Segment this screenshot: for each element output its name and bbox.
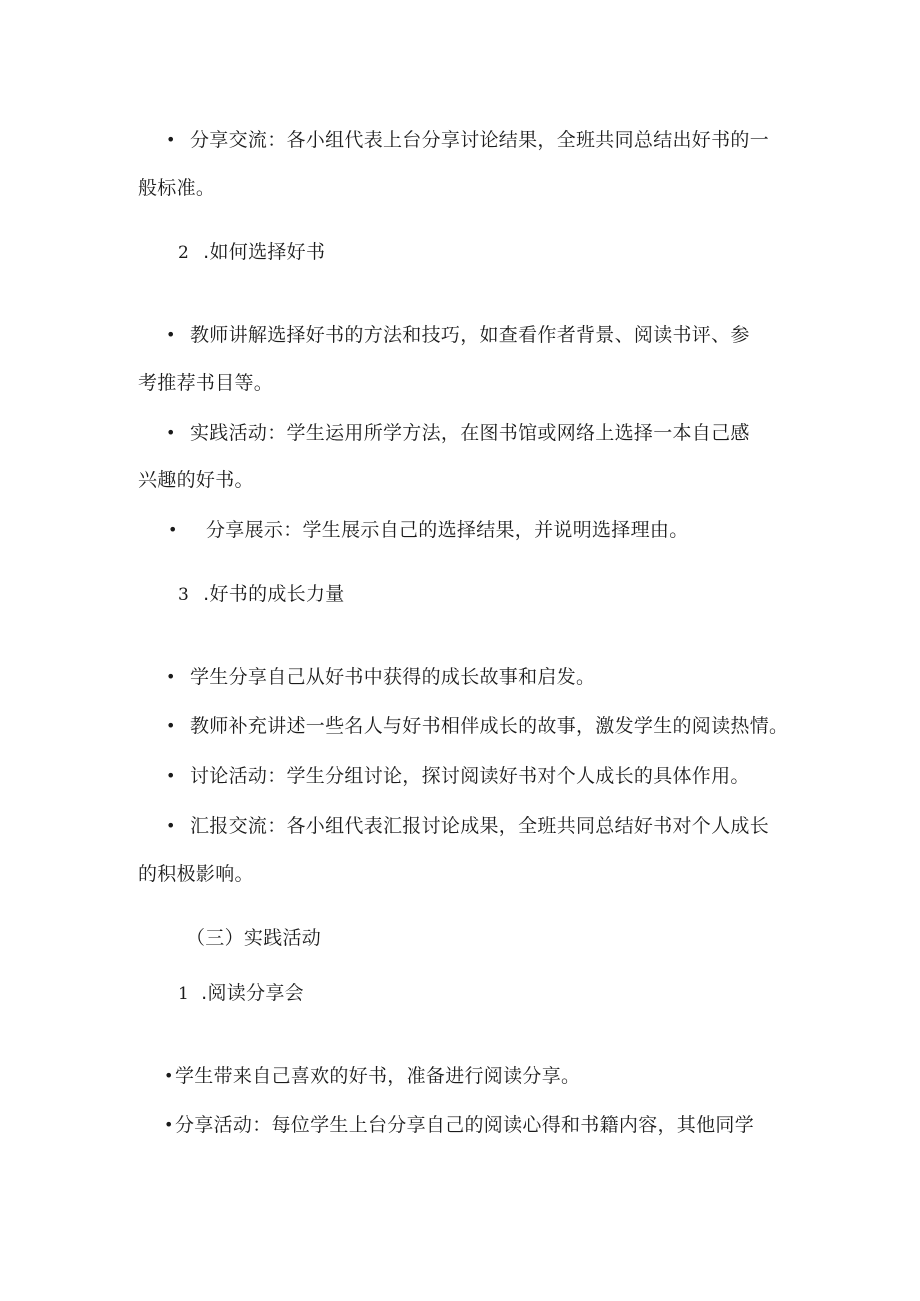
bullet-3-line-1: 实践活动：学生运用所学方法，在图书馆或网络上选择一本自己感 — [190, 422, 750, 444]
bullet-dot: • — [166, 325, 176, 344]
heading-3-title: .好书的成长力量 — [203, 583, 345, 605]
bullet-8-line-1: 汇报交流：各小组代表汇报讨论成果，全班共同总结好书对个人成长 — [190, 815, 770, 837]
heading-2-number: 2 — [178, 243, 190, 263]
bullet-1-line-2: 般标准。 — [138, 177, 216, 199]
bullet-10-line-1: 分享活动：每位学生上台分享自己的阅读心得和书籍内容，其他同学 — [175, 1114, 755, 1136]
heading-1-number: 1 — [178, 984, 190, 1004]
heading-1-title: .阅读分享会 — [201, 982, 304, 1004]
bullet-7-line-1: 讨论活动：学生分组讨论，探讨阅读好书对个人成长的具体作用。 — [190, 765, 750, 787]
section-heading: （三）实践活动 — [186, 927, 322, 949]
bullet-5-line-1: 学生分享自己从好书中获得的成长故事和启发。 — [190, 666, 596, 688]
bullet-3-line-2: 兴趣的好书。 — [138, 469, 254, 491]
bullet-dot: • — [168, 520, 178, 539]
bullet-4-line-1: 分享展示：学生展示自己的选择结果，并说明选择理由。 — [206, 519, 689, 541]
bullet-1-line-1: 分享交流：各小组代表上台分享讨论结果，全班共同总结出好书的一 — [190, 129, 770, 151]
bullet-2-line-2: 考推荐书目等。 — [138, 372, 274, 394]
bullet-8-line-2: 的积极影响。 — [138, 863, 254, 885]
heading-3 — [178, 580, 345, 609]
bullet-dot: • — [166, 667, 176, 686]
heading-3-number: 3 — [178, 585, 190, 605]
bullet-dot: • — [166, 130, 176, 149]
bullet-9-line-1: 学生带来自己喜欢的好书，准备进行阅读分享。 — [175, 1065, 581, 1087]
bullet-dot: • — [166, 816, 176, 835]
heading-2 — [178, 238, 325, 267]
heading-1 — [178, 979, 304, 1008]
bullet-2-line-1: 教师讲解选择好书的方法和技巧，如查看作者背景、阅读书评、参 — [190, 324, 750, 346]
heading-2-title: .如何选择好书 — [203, 241, 326, 263]
bullet-dot: • — [166, 766, 176, 785]
bullet-dot: • — [164, 1066, 174, 1085]
bullet-dot: • — [164, 1115, 174, 1134]
bullet-6-line-1: 教师补充讲述一些名人与好书相伴成长的故事，激发学生的阅读热情。 — [190, 715, 789, 737]
bullet-dot: • — [166, 423, 176, 442]
bullet-dot: • — [166, 716, 176, 735]
